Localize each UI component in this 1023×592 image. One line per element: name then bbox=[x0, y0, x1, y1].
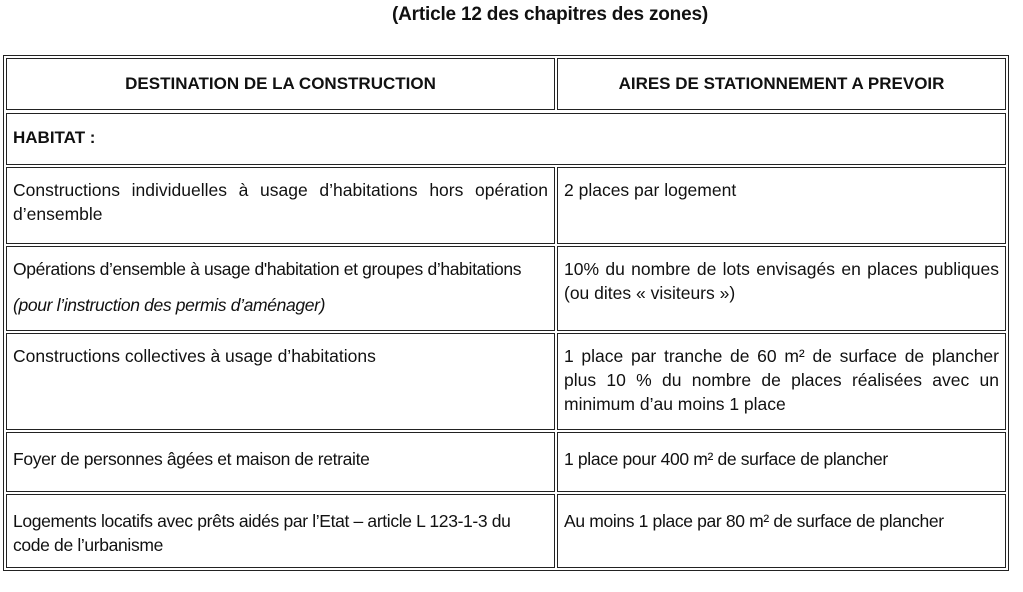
table-row-parking: Au moins 1 place par 80 m² de surface de plancher bbox=[557, 494, 1006, 568]
column-header-parking: AIRES DE STATIONNEMENT A PREVOIR bbox=[557, 58, 1006, 110]
table-row-parking: 10% du nombre de lots envisagés en places publiques (ou dites « visiteurs ») bbox=[557, 246, 1006, 331]
destination-note: (pour l’instruction des permis d’aménager) bbox=[13, 295, 326, 315]
table-row-destination bbox=[6, 246, 555, 331]
destination-text: Opérations d’ensemble à usage d'habitation et groupes d’habitations bbox=[13, 259, 522, 279]
section-label-habitat: HABITAT : bbox=[6, 113, 1006, 165]
table-row-parking: 2 places par logement bbox=[557, 167, 1006, 244]
table-row-destination: Logements locatifs avec prêts aidés par l’Etat – article L 123-1-3 du code de l’urbanisme bbox=[6, 494, 555, 568]
table-caption: (Article 12 des chapitres des zones) bbox=[392, 4, 708, 25]
table-row-destination: Constructions collectives à usage d’habitations bbox=[6, 333, 555, 430]
column-header-destination: DESTINATION DE LA CONSTRUCTION bbox=[6, 58, 555, 110]
table-row-destination: Foyer de personnes âgées et maison de retraite bbox=[6, 432, 555, 492]
table-row-parking: 1 place par tranche de 60 m² de surface de plancher plus 10 % du nombre de places réalisées avec un minimum d’au moins 1 place bbox=[557, 333, 1006, 430]
table-row-parking: 1 place pour 400 m² de surface de plancher bbox=[557, 432, 1006, 492]
table-row-destination: Constructions individuelles à usage d’habitations hors opération d’ensemble bbox=[6, 167, 555, 244]
